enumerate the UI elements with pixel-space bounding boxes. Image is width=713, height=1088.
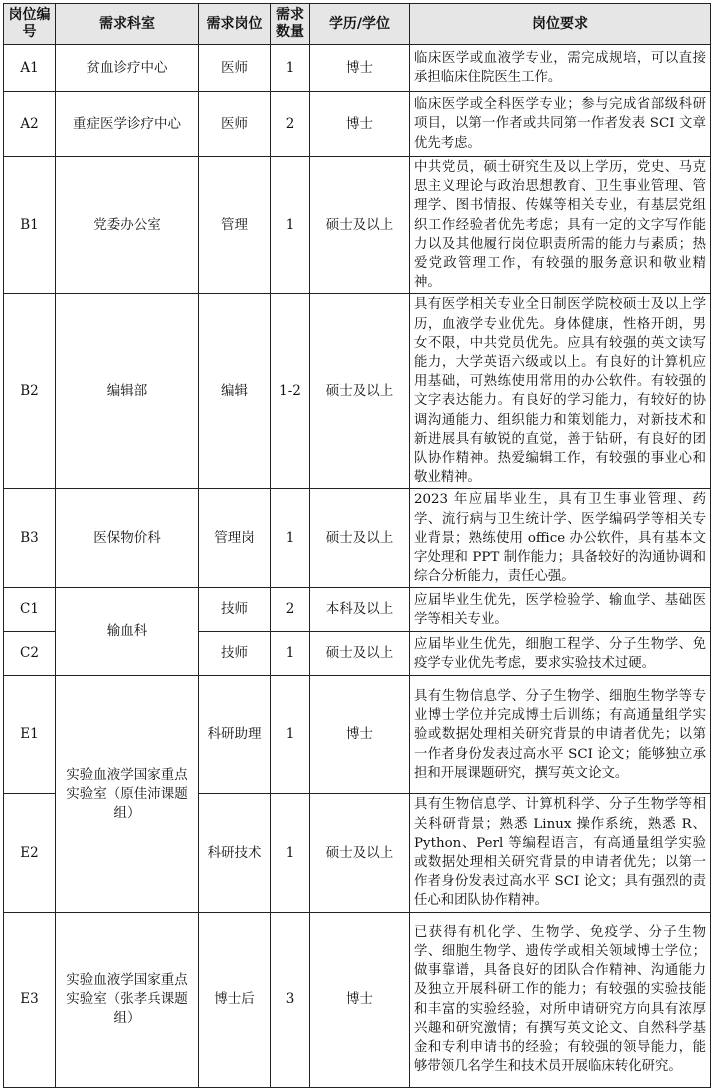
cell-dept: 实验血液学国家重点实验室（张孝兵课题组） [56,912,199,1087]
table-row [4,676,711,794]
cell-id: B3 [4,489,56,588]
cell-count: 1 [271,794,310,912]
cell-degree: 硕士及以上 [310,794,410,912]
cell-position: 科研技术 [199,794,271,912]
cell-dept: 输血科 [56,588,199,676]
cell-requirements: 应届毕业生优先，医学检验学、输血学、基础医学等相关专业。 [410,588,711,632]
cell-id: E1 [4,676,56,794]
cell-dept: 医保物价科 [56,489,199,588]
header-dept: 需求科室 [56,4,199,45]
cell-count: 2 [271,92,310,157]
cell-dept: 编辑部 [56,294,199,489]
cell-requirements: 应届毕业生优先，细胞工程学、分子生物学、免疫学专业优先考虑，要求实验技术过硬。 [410,632,711,676]
cell-dept: 实验血液学国家重点实验室（原佳沛课题组） [56,676,199,912]
cell-position: 医师 [199,45,271,92]
cell-count: 1-2 [271,294,310,489]
cell-degree: 博士 [310,912,410,1087]
cell-id: E3 [4,912,56,1087]
cell-count: 2 [271,588,310,632]
table-header-row [4,4,711,45]
cell-requirements: 已获得有机化学、生物学、免疫学、分子生物学、细胞生物学、遗传学或相关领域博士学位；做事靠谱，具备良好的团队合作精神、沟通能力及独立开展科研工作的能力；有较强的实验技能和丰富的实验经验，对所申请研究方向具有浓厚兴趣和研究激情；有撰写英文论文、自然科学基金和专利申请书的经验；有较强的领导能力，能够带领几名学生和技术员开展临床转化研究。 [410,912,711,1087]
header-position: 需求岗位 [199,4,271,45]
table-row [4,157,711,294]
cell-id: B2 [4,294,56,489]
cell-requirements: 具有生物信息学、分子生物学、细胞生物学等专业博士学位并完成博士后训练；有高通量组学实验或数据处理相关研究背景的申请者优先；以第一作者身份发表过高水平 SCI 论文；能够独立承担和开展课题研究，撰写英文论文。 [410,676,711,794]
cell-count: 1 [271,157,310,294]
cell-degree: 硕士及以上 [310,294,410,489]
cell-requirements: 具有生物信息学、计算机科学、分子生物学等相关科研背景；熟悉 Linux 操作系统，熟悉 R、Python、Perl 等编程语言，有高通量组学实验或数据处理相关研究背景的申请者优先；以第一作者身份发表过高水平 SCI 论文；具有强烈的责任心和团队协作精神。 [410,794,711,912]
cell-count: 1 [271,489,310,588]
cell-position: 技师 [199,588,271,632]
header-degree: 学历/学位 [310,4,410,45]
cell-position: 博士后 [199,912,271,1087]
cell-id: A2 [4,92,56,157]
cell-degree: 硕士及以上 [310,157,410,294]
table-row [4,912,711,1087]
table-row [4,92,711,157]
cell-position: 编辑 [199,294,271,489]
cell-count: 1 [271,632,310,676]
cell-dept: 贫血诊疗中心 [56,45,199,92]
cell-degree: 博士 [310,92,410,157]
cell-position: 科研助理 [199,676,271,794]
cell-requirements: 临床医学或全科医学专业；参与完成省部级科研项目，以第一作者或共同第一作者发表 SCI 文章优先考虑。 [410,92,711,157]
cell-id: C1 [4,588,56,632]
cell-degree: 博士 [310,676,410,794]
cell-degree: 硕士及以上 [310,489,410,588]
cell-requirements: 中共党员，硕士研究生及以上学历，党史、马克思主义理论与政治思想教育、卫生事业管理、管理学、图书情报、传媒等相关专业，有基层党组织工作经验者优先考虑；具有一定的文字写作能力以及其他履行岗位职责所需的能力与素质；热爱党政管理工作，有较强的服务意识和敬业精神。 [410,157,711,294]
cell-requirements: 2023 年应届毕业生，具有卫生事业管理、药学、流行病与卫生统计学、医学编码学等相关专业背景；熟练使用 office 办公软件，具有基本文字处理和 PPT 制作能力；具备较好的沟通协调和综合分析能力，责任心强。 [410,489,711,588]
cell-id: C2 [4,632,56,676]
table-row [4,588,711,632]
header-requirements: 岗位要求 [410,4,711,45]
cell-id: B1 [4,157,56,294]
cell-position: 管理岗 [199,489,271,588]
header-count: 需求数量 [271,4,310,45]
table-row [4,294,711,489]
cell-dept: 重症医学诊疗中心 [56,92,199,157]
table-row [4,489,711,588]
cell-dept: 党委办公室 [56,157,199,294]
cell-count: 1 [271,676,310,794]
table-row [4,45,711,92]
recruitment-table [3,3,711,1088]
cell-degree: 硕士及以上 [310,632,410,676]
header-id: 岗位编号 [4,4,56,45]
cell-degree: 博士 [310,45,410,92]
cell-count: 3 [271,912,310,1087]
cell-degree: 本科及以上 [310,588,410,632]
cell-position: 技师 [199,632,271,676]
cell-id: A1 [4,45,56,92]
cell-requirements: 临床医学或血液学专业，需完成规培，可以直接承担临床住院医生工作。 [410,45,711,92]
cell-count: 1 [271,45,310,92]
cell-position: 医师 [199,92,271,157]
cell-requirements: 具有医学相关专业全日制医学院校硕士及以上学历，血液学专业优先。身体健康，性格开朗，男女不限，中共党员优先。应具有较强的英文读写能力，大学英语六级或以上。有良好的计算机应用基础，可熟练使用常用的办公软件。有较强的文字表达能力。有良好的学习能力，有较好的协调沟通能力、组织能力和策划能力，对新技术和新进展具有敏锐的直觉，善于钻研，有良好的团队协作精神。热爱编辑工作，有较强的事业心和敬业精神。 [410,294,711,489]
cell-position: 管理 [199,157,271,294]
cell-id: E2 [4,794,56,912]
